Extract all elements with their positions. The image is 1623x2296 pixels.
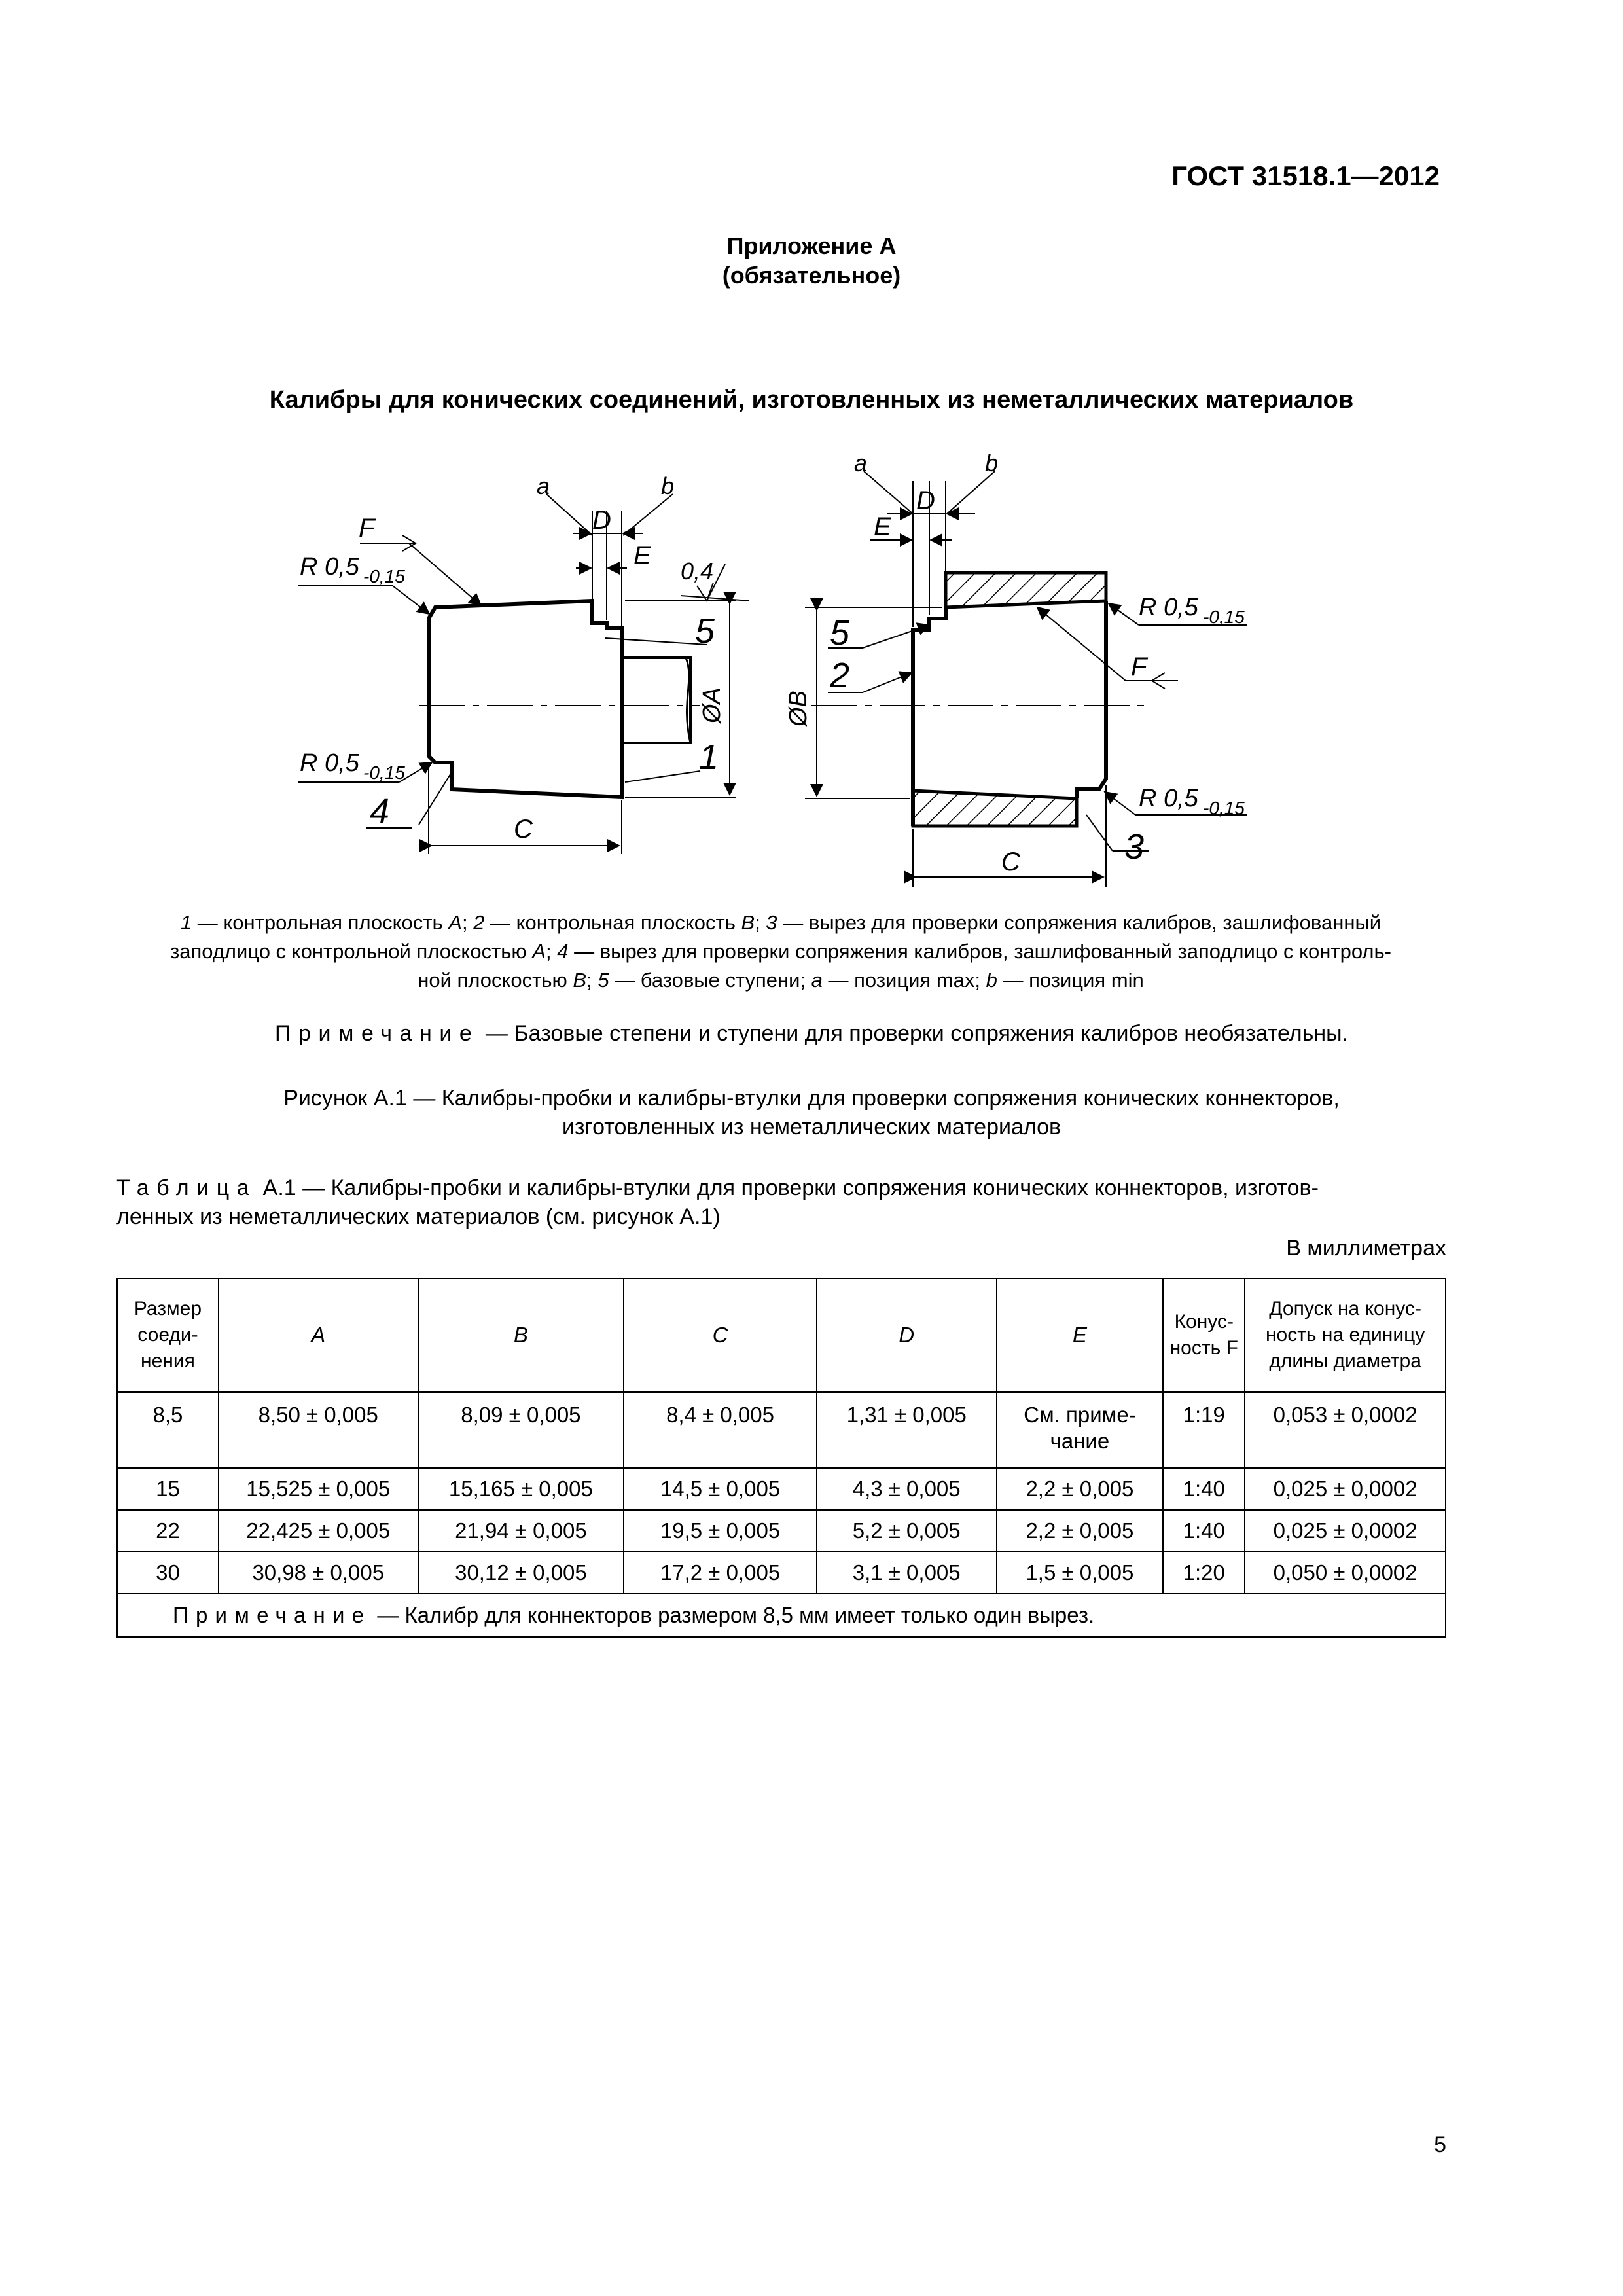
- figure-legend: [116, 908, 1445, 995]
- header-cell: D: [817, 1278, 997, 1392]
- table-cell: 17,2 ± 0,005: [624, 1552, 817, 1594]
- callout-1: 1: [699, 738, 719, 777]
- callout-5: 5: [695, 611, 715, 651]
- header-cell: Допуск на конус- ность на единицу длины диаметра: [1245, 1278, 1446, 1392]
- label-E: E: [633, 541, 651, 570]
- diameter-A-label: ØA: [698, 687, 726, 723]
- table-note: [117, 1594, 1446, 1637]
- label-D: D: [592, 506, 611, 535]
- table-cell: 30: [117, 1552, 219, 1594]
- standard-designation: ГОСТ 31518.1—2012: [1171, 160, 1440, 191]
- caption-line-2: изготовленных из неметаллических материалов: [562, 1115, 1061, 1139]
- table-cell: 1,5 ± 0,005: [997, 1552, 1164, 1594]
- callout-2: 2: [830, 656, 850, 695]
- table-cell: 5,2 ± 0,005: [817, 1510, 997, 1552]
- table-cell: 22,425 ± 0,005: [219, 1510, 418, 1552]
- figure-caption: [131, 1084, 1492, 1141]
- table-cell: 15: [117, 1468, 219, 1510]
- table-cell: 1:20: [1163, 1552, 1245, 1594]
- table-row: [117, 1510, 1446, 1552]
- table-label: Таблица: [116, 1175, 257, 1200]
- table-cell: 0,025 ± 0,0002: [1245, 1510, 1446, 1552]
- table-cell: 1:19: [1163, 1392, 1245, 1468]
- label-F: F: [359, 514, 375, 543]
- radius-label-bottom: R 0,5: [300, 749, 359, 777]
- table-cell: 2,2 ± 0,005: [997, 1468, 1164, 1510]
- legend-line-2: заподлицо с контрольной плоскостью A; 4 — вырез для проверки сопряжения калибров, зашлифованный заподлицо с контроль-: [170, 940, 1391, 963]
- table-cell: 19,5 ± 0,005: [624, 1510, 817, 1552]
- radius-sub-bottom: -0,15: [363, 762, 405, 783]
- label-b: b: [661, 473, 675, 499]
- label-E: E: [874, 512, 891, 541]
- page-number: 5: [1434, 2132, 1446, 2157]
- radius-sub-bottom: -0,15: [1203, 798, 1245, 818]
- table-cell: 8,09 ± 0,005: [418, 1392, 624, 1468]
- table-cell: 15,525 ± 0,005: [219, 1468, 418, 1510]
- gauge-drawing: [0, 0, 1623, 916]
- legend-line-3: ной плоскостью B; 5 — базовые ступени; a — позиция max; b — позиция min: [418, 969, 1144, 992]
- table-note-row: [117, 1594, 1446, 1637]
- section-title: Калибры для конических соединений, изготовленных из неметаллических материалов: [269, 386, 1354, 414]
- table-cell: 14,5 ± 0,005: [624, 1468, 817, 1510]
- radius-sub-top: -0,15: [1203, 607, 1245, 627]
- table-cell: 22: [117, 1510, 219, 1552]
- radius-sub-top: -0,15: [363, 566, 405, 586]
- note-text: — Базовые степени и ступени для проверки сопряжения калибров необязательны.: [479, 1021, 1348, 1046]
- header-cell: C: [624, 1278, 817, 1392]
- label-a: a: [854, 450, 868, 476]
- callout-4: 4: [370, 792, 390, 831]
- table-cell: 1:40: [1163, 1468, 1245, 1510]
- table-note-text: — Калибр для коннекторов размером 8,5 мм имеет только один вырез.: [371, 1603, 1095, 1627]
- label-D: D: [916, 486, 935, 515]
- callout-5: 5: [830, 613, 850, 653]
- table-cell: 30,98 ± 0,005: [219, 1552, 418, 1594]
- label-a: a: [537, 473, 550, 499]
- table-cell: 3,1 ± 0,005: [817, 1552, 997, 1594]
- header-cell: Размер соеди- нения: [117, 1278, 219, 1392]
- figure-note: [0, 1021, 1623, 1047]
- radius-label-bottom: R 0,5: [1139, 785, 1198, 812]
- table-row: [117, 1468, 1446, 1510]
- legend-line-1: 1 — контрольная плоскость A; 2 — контрольная плоскость B; 3 — вырез для проверки сопряжения калибров, зашлифованный: [180, 911, 1382, 934]
- table-cell: 1,31 ± 0,005: [817, 1392, 997, 1468]
- units-label: В миллиметрах: [1286, 1236, 1446, 1261]
- table-header-row: [117, 1278, 1446, 1392]
- ring-gauge: [805, 471, 1247, 887]
- radius-label-top: R 0,5: [1139, 594, 1198, 621]
- table-row: [117, 1392, 1446, 1468]
- table-caption-line-2: ленных из неметаллических материалов (см. рисунок А.1): [116, 1204, 721, 1229]
- header-cell: A: [219, 1278, 418, 1392]
- table-cell: 1:40: [1163, 1510, 1245, 1552]
- appendix-subtitle: (обязательное): [722, 262, 901, 289]
- label-C: C: [514, 815, 533, 844]
- table-cell: 8,5: [117, 1392, 219, 1468]
- label-b: b: [985, 450, 999, 476]
- table-note-label: Примечание: [173, 1603, 372, 1627]
- table-cell: 8,4 ± 0,005: [624, 1392, 817, 1468]
- header-cell: Конус- ность F: [1163, 1278, 1245, 1392]
- table-cell: 0,053 ± 0,0002: [1245, 1392, 1446, 1468]
- table-row: [117, 1552, 1446, 1594]
- caption-line-1: Рисунок А.1 — Калибры-пробки и калибры-втулки для проверки сопряжения конических коннекторов,: [283, 1086, 1340, 1111]
- table-cell: 8,50 ± 0,005: [219, 1392, 418, 1468]
- callout-3: 3: [1124, 827, 1145, 867]
- table-cell: 2,2 ± 0,005: [997, 1510, 1164, 1552]
- table-caption-line-1: А.1 — Калибры-пробки и калибры-втулки для проверки сопряжения конических коннекторов, изготов-: [257, 1175, 1319, 1200]
- table-cell: 21,94 ± 0,005: [418, 1510, 624, 1552]
- table-cell: 30,12 ± 0,005: [418, 1552, 624, 1594]
- table-cell: 15,165 ± 0,005: [418, 1468, 624, 1510]
- header-cell: B: [418, 1278, 624, 1392]
- table-cell: 4,3 ± 0,005: [817, 1468, 997, 1510]
- radius-label-top: R 0,5: [300, 553, 359, 581]
- label-F: F: [1131, 653, 1147, 681]
- data-table: [116, 1278, 1446, 1638]
- table-cell: См. приме- чание: [997, 1392, 1164, 1468]
- surface-finish-label: 0,4: [681, 558, 714, 584]
- diameter-B-label: ØB: [785, 691, 812, 726]
- table-cell: 0,050 ± 0,0002: [1245, 1552, 1446, 1594]
- note-label: Примечание: [275, 1021, 480, 1046]
- plug-gauge: [298, 494, 749, 854]
- appendix-title: Приложение А: [726, 232, 897, 259]
- header-cell: E: [997, 1278, 1164, 1392]
- table-cell: 0,025 ± 0,0002: [1245, 1468, 1446, 1510]
- table-caption: [116, 1174, 1445, 1231]
- label-C: C: [1001, 848, 1020, 876]
